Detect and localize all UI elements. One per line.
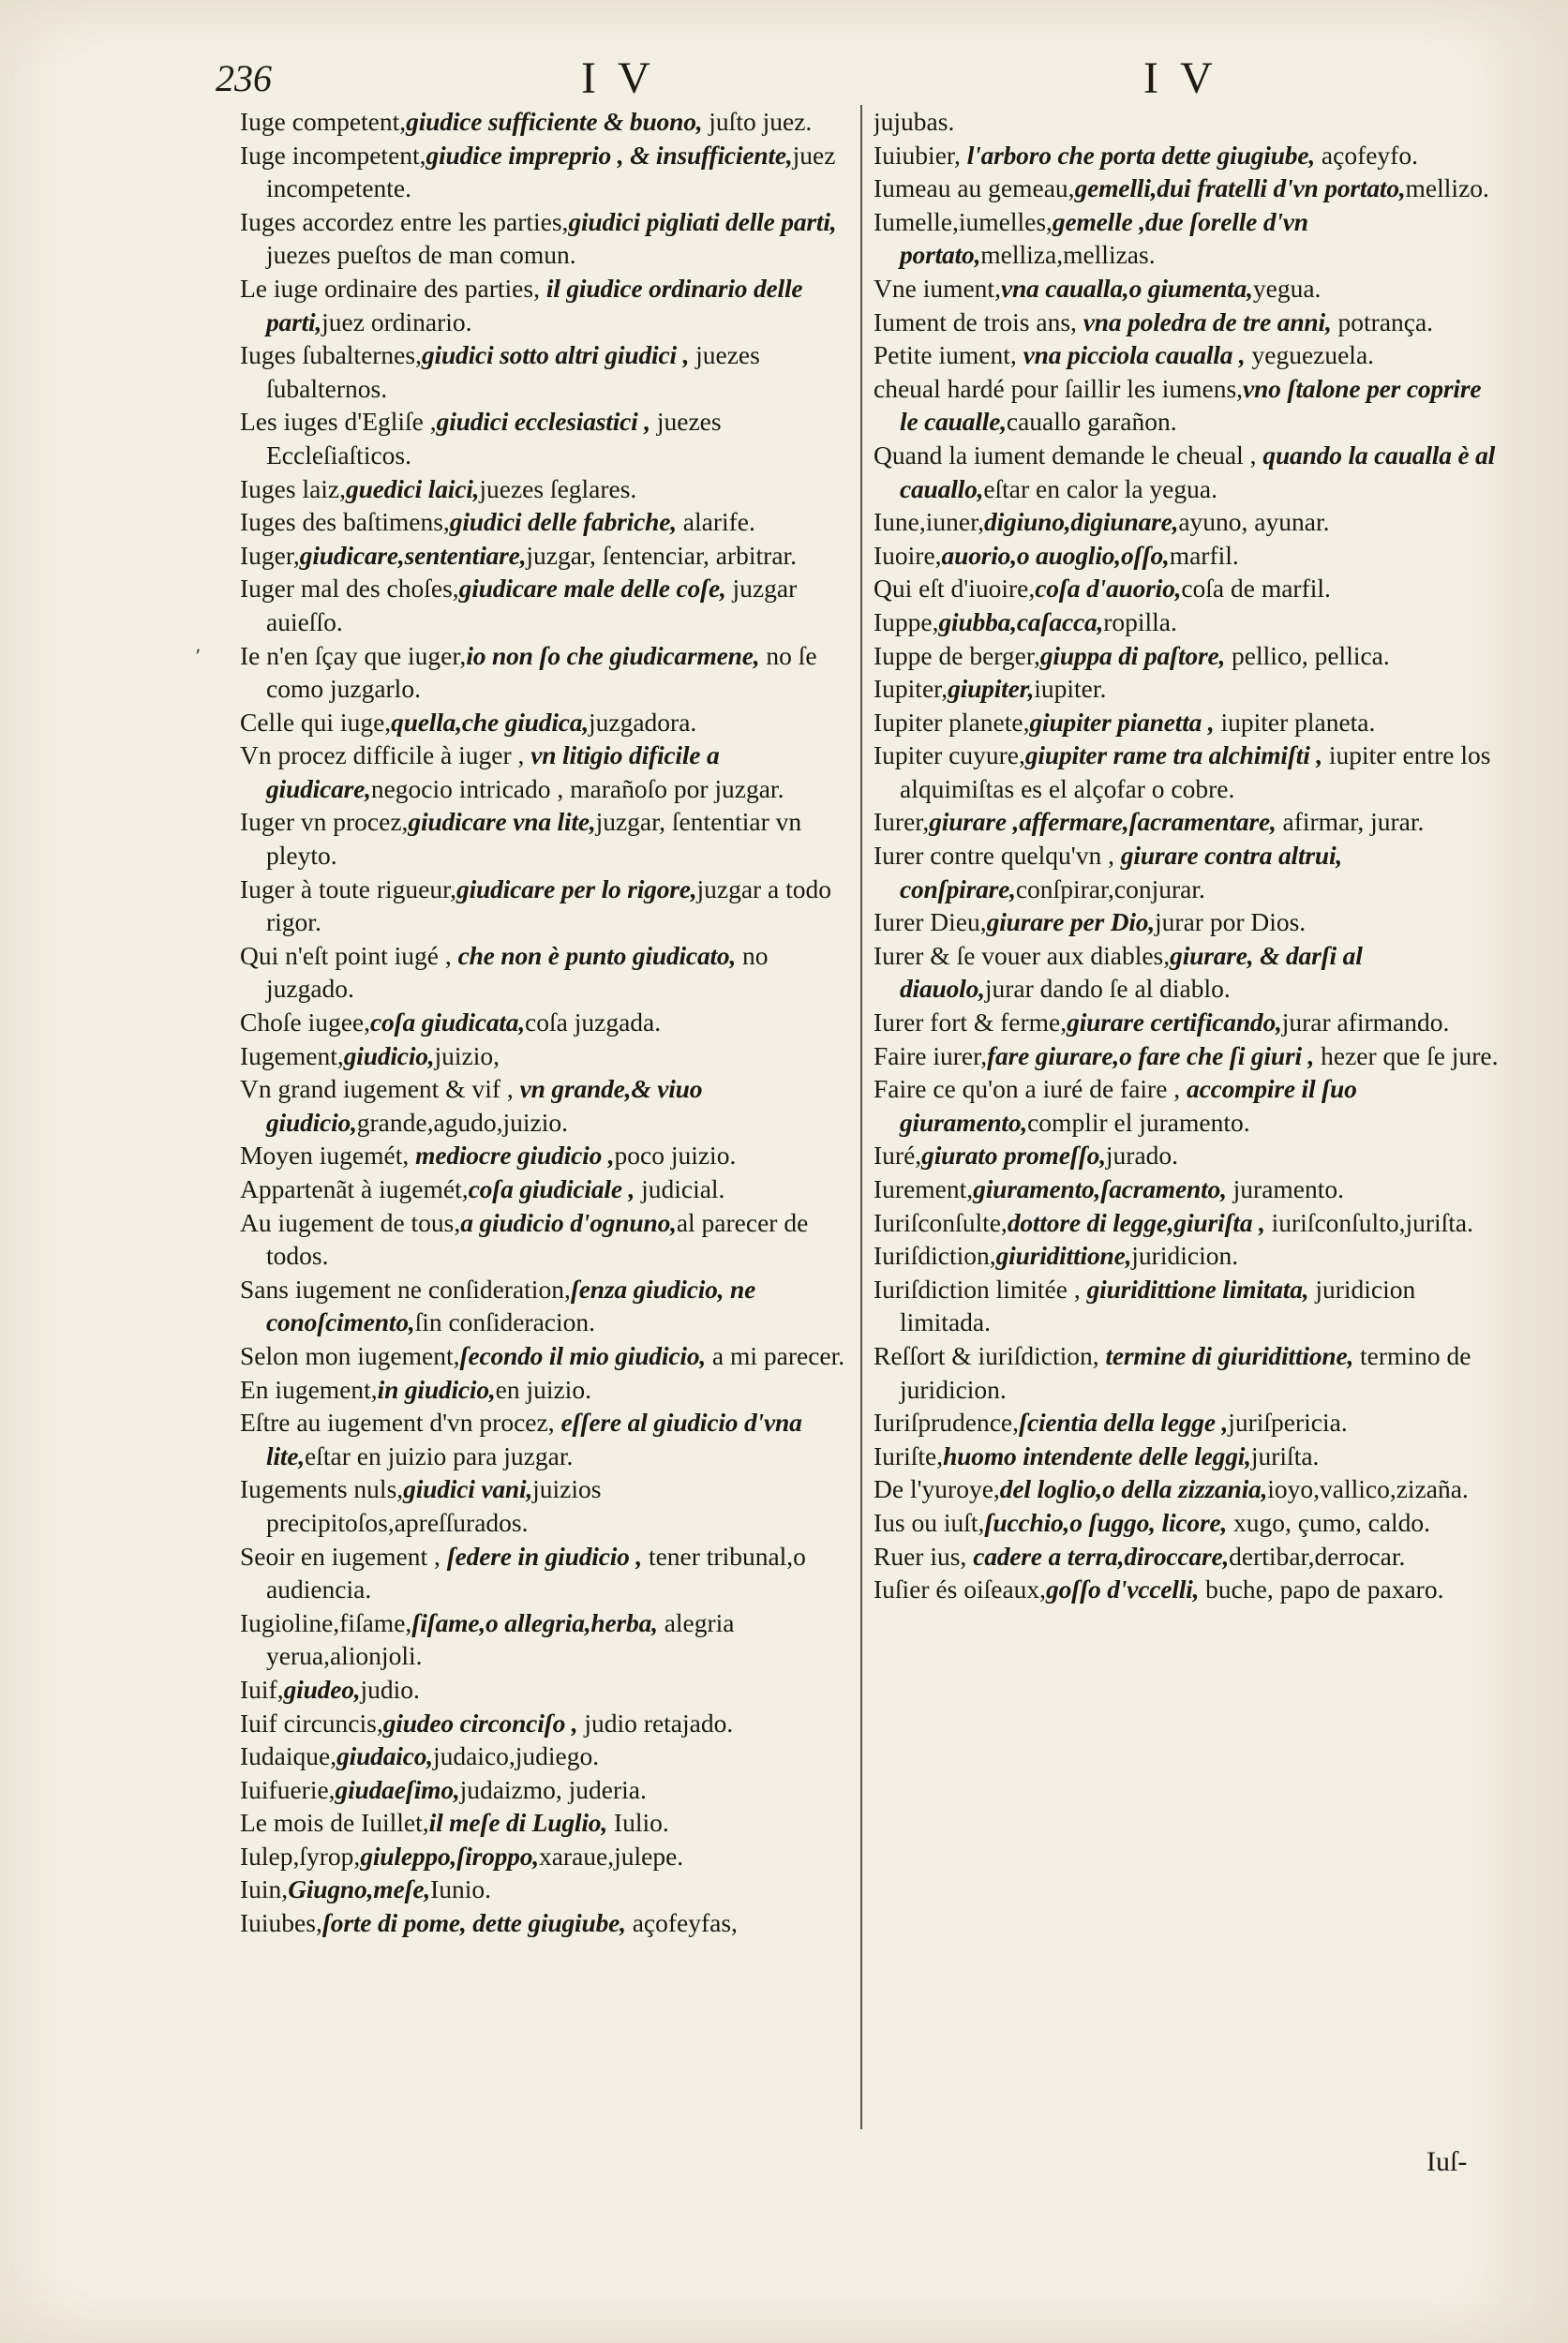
- italian-translation: giudeo circonciſo ,: [382, 1708, 578, 1738]
- spanish-translation: no ſe como juzgarlo.: [266, 640, 817, 704]
- italian-translation: termine di giuridittione,: [1105, 1340, 1354, 1370]
- dictionary-entry: [240, 1739, 849, 1773]
- french-headword: Iurer,: [874, 807, 930, 837]
- dictionary-entry: [240, 205, 849, 272]
- dictionary-entry: [874, 605, 1500, 639]
- spanish-translation: judicial.: [635, 1174, 725, 1203]
- dictionary-entry: [240, 1339, 849, 1373]
- spanish-translation: tener tribunal,o audiencia.: [266, 1541, 806, 1604]
- spanish-translation: no juzgado.: [266, 940, 769, 1004]
- italian-translation: giuridittione limitata,: [1086, 1274, 1309, 1304]
- french-headword: Iuppe de berger,: [874, 640, 1040, 670]
- french-headword: Ie n'en ſçay que iuger,: [240, 640, 467, 670]
- italian-translation: Giugno,meſe,: [288, 1874, 431, 1904]
- spanish-translation: en juizio.: [495, 1374, 591, 1404]
- spanish-translation: juzgadora.: [589, 707, 697, 737]
- french-headword: Au iugement de tous,: [240, 1207, 461, 1237]
- dictionary-entry: [874, 1172, 1500, 1206]
- spanish-translation: juez incompetente.: [266, 140, 836, 203]
- spanish-translation: juzgar auieſſo.: [266, 574, 798, 636]
- french-headword: Iuges accordez entre les parties,: [240, 206, 569, 236]
- italian-translation: fare giurare,o fare che ſi giuri ,: [987, 1040, 1315, 1070]
- italian-translation: giudeo,: [283, 1674, 361, 1704]
- french-headword: Iuifuerie,: [240, 1774, 336, 1804]
- french-headword: Iugement,: [240, 1040, 344, 1070]
- dictionary-entry: [874, 1339, 1500, 1406]
- italian-translation: vna picciola caualla ,: [1023, 340, 1246, 370]
- french-headword: Iurer fort & ferme,: [874, 1007, 1068, 1037]
- dictionary-entry: [240, 338, 849, 405]
- italian-translation: vn grande,& viuo giudicio,: [266, 1074, 703, 1137]
- spanish-translation: iupiter entre los alquimiſtas es el alçofar o cobre.: [900, 740, 1491, 803]
- spanish-translation: yegua.: [1252, 273, 1322, 303]
- italian-translation: cadere a terra,diroccare,: [973, 1541, 1230, 1571]
- french-headword: Petite iument,: [874, 340, 1023, 370]
- spanish-translation: afirmar, jurar.: [1276, 807, 1425, 837]
- spanish-translation: jurado.: [1105, 1141, 1179, 1171]
- spanish-translation: hezer que ſe jure.: [1314, 1040, 1499, 1070]
- spanish-translation: marfil.: [1169, 540, 1239, 570]
- french-headword: Quand la iument demande le cheual ,: [874, 440, 1263, 470]
- italian-translation: giudice impreprio , & insufficiente,: [426, 140, 793, 170]
- dictionary-entry: [874, 1573, 1500, 1606]
- italian-translation: vna caualla,o giumenta,: [1000, 273, 1253, 303]
- spanish-translation: juizios precipitoſos,apreſſurados.: [266, 1474, 602, 1537]
- french-headword: Iuiubier,: [874, 140, 967, 170]
- italian-translation: giudici pigliati delle parti,: [568, 206, 837, 236]
- dictionary-entry: [240, 572, 849, 638]
- running-head-right: I V: [1143, 53, 1218, 103]
- french-headword: Iuge incompetent,: [240, 140, 426, 170]
- french-headword: Vne iument,: [874, 273, 1001, 303]
- dictionary-entry: [874, 439, 1500, 505]
- spanish-translation: poco juizio.: [614, 1141, 737, 1171]
- spanish-translation: jurar afirmando.: [1281, 1007, 1450, 1037]
- dictionary-entry: [240, 472, 849, 506]
- spanish-translation: alegria yerua,alionjoli.: [266, 1607, 735, 1671]
- italian-translation: che non è punto giudicato,: [457, 940, 737, 970]
- spanish-translation: potrança.: [1331, 306, 1434, 336]
- spanish-translation: açofeyfas,: [625, 1908, 738, 1938]
- dictionary-entry: [874, 1540, 1500, 1574]
- french-headword: Iuiubes,: [240, 1908, 322, 1938]
- spanish-translation: juridicion limitada.: [900, 1274, 1416, 1337]
- spanish-translation: complir el juramento.: [1027, 1107, 1250, 1137]
- dictionary-entry: [240, 105, 849, 139]
- italian-translation: guedici laici,: [346, 473, 480, 503]
- dictionary-entry: [240, 272, 849, 338]
- french-headword: Iuriſdiction limitée ,: [874, 1274, 1087, 1304]
- spanish-translation: iupiter planeta.: [1214, 707, 1376, 737]
- french-headword: Iuſier és oiſeaux,: [874, 1574, 1047, 1604]
- french-headword: Iuger,: [240, 540, 300, 570]
- dictionary-entry: [240, 1006, 849, 1039]
- french-headword: Iuges des baſtimens,: [240, 507, 450, 537]
- italian-translation: il giudice ordinario delle parti,: [266, 273, 803, 336]
- dictionary-entry: [240, 1707, 849, 1740]
- french-headword: Sans iugement ne conſideration,: [240, 1274, 571, 1304]
- italian-translation: dottore di legge,giuriſta ,: [1007, 1207, 1265, 1237]
- spanish-translation: juezes ſeglares.: [479, 473, 637, 503]
- column-divider: [860, 105, 862, 2129]
- italian-translation: ſedere in giudicio ,: [446, 1541, 643, 1571]
- italian-translation: giurare, & darſi al diauolo,: [900, 940, 1363, 1004]
- spanish-translation: ſin conſideracion.: [414, 1307, 595, 1337]
- spanish-translation: buche, papo de paxaro.: [1199, 1574, 1444, 1604]
- french-headword: Qui n'eſt point iugé ,: [240, 940, 458, 970]
- french-headword: jujubas.: [874, 107, 955, 136]
- spanish-translation: juezes Eccleſiaſticos.: [266, 407, 722, 470]
- italian-translation: giurare contra altrui, conſpirare,: [900, 841, 1343, 903]
- spanish-translation: juzgar, ſententiar vn pleyto.: [266, 807, 802, 871]
- spanish-translation: juezes ſubalternos.: [266, 340, 760, 403]
- spanish-translation: melliza,mellizas.: [980, 240, 1156, 270]
- dictionary-entry: [240, 805, 849, 872]
- dictionary-entry: [874, 139, 1500, 172]
- french-headword: Vn grand iugement & vif ,: [240, 1074, 520, 1104]
- italian-translation: giurato promeſſo,: [921, 1141, 1106, 1171]
- spanish-translation: eſtar en juizio para juzgar.: [305, 1440, 574, 1470]
- italian-translation: quella,che giudica,: [391, 707, 589, 737]
- italian-translation: ſucchio,o ſuggo, licore,: [984, 1507, 1228, 1537]
- dictionary-entry: [240, 1373, 849, 1407]
- italian-translation: giupiter pianetta ,: [1029, 707, 1215, 737]
- french-headword: Iuré,: [874, 1141, 922, 1171]
- italian-translation: ſcientia della legge ,: [1019, 1408, 1229, 1438]
- italian-translation: goſſo d'vccelli,: [1046, 1574, 1200, 1604]
- dictionary-entry: [240, 539, 849, 573]
- italian-translation: gemelli,dui fratelli d'vn portato,: [1074, 173, 1406, 203]
- italian-translation: auorio,o auoglio,oſſo,: [941, 540, 1170, 570]
- spanish-translation: juizio,: [434, 1040, 500, 1070]
- italian-translation: coſa giudicata,: [370, 1007, 526, 1037]
- dictionary-entry: [874, 1206, 1500, 1240]
- spanish-translation: juriſta.: [1250, 1440, 1320, 1470]
- dictionary-entry: [874, 706, 1500, 739]
- spanish-translation: negocio intricado , marañoſo por juzgar.: [370, 773, 784, 803]
- italian-translation: giupiter rame tra alchimiſti ,: [1024, 740, 1323, 770]
- spanish-translation: eſtar en calor la yegua.: [983, 473, 1217, 503]
- dictionary-entry: [874, 1273, 1500, 1339]
- dictionary-entry: [240, 1273, 849, 1339]
- italian-translation: coſa giudiciale ,: [468, 1174, 635, 1203]
- left-column: [240, 105, 849, 2148]
- spanish-translation: juzgar a todo rigor.: [266, 873, 832, 937]
- dictionary-entry: [874, 272, 1500, 306]
- dictionary-entry: [240, 706, 849, 739]
- italian-translation: quando la caualla è al cauallo,: [900, 440, 1496, 503]
- dictionary-entry: [874, 905, 1500, 939]
- french-headword: Iuges laiz,: [240, 473, 347, 503]
- spanish-translation: grande,agudo,juizio.: [356, 1107, 569, 1137]
- italian-translation: giuleppo,ſiroppo,: [360, 1841, 539, 1871]
- italian-translation: giudici vani,: [403, 1474, 533, 1504]
- dictionary-entry: [874, 839, 1500, 905]
- french-headword: Le mois de Iuillet,: [240, 1808, 429, 1838]
- dictionary-entry: [874, 172, 1500, 205]
- dictionary-entry: [874, 1039, 1500, 1073]
- italian-translation: io non ſo che giudicarmene,: [466, 640, 760, 670]
- french-headword: Iuif circuncis,: [240, 1708, 383, 1738]
- italian-translation: in giudicio,: [377, 1374, 496, 1404]
- dictionary-entry: [874, 338, 1500, 372]
- italian-translation: vna poledra de tre anni,: [1083, 306, 1332, 336]
- french-headword: Reſſort & iuriſdiction,: [874, 1340, 1106, 1370]
- italian-translation: giudaico,: [336, 1741, 433, 1771]
- dictionary-entry: [240, 873, 849, 939]
- dictionary-entry: [240, 1873, 849, 1906]
- margin-mark-icon: ‚: [195, 634, 202, 656]
- spanish-translation: juez ordinario.: [321, 306, 472, 336]
- spanish-translation: yeguezuela.: [1245, 340, 1375, 370]
- dictionary-entry: [240, 1773, 849, 1807]
- spanish-translation: juſto juez.: [702, 107, 813, 136]
- french-headword: Iuppe,: [874, 606, 939, 636]
- italian-translation: giudicare,sententiare,: [299, 540, 527, 570]
- dictionary-entry: [874, 739, 1500, 805]
- spanish-translation: juezes pueſtos de man comun.: [266, 240, 576, 270]
- spanish-translation: açofeyfo.: [1315, 140, 1418, 170]
- dictionary-entry: [240, 1806, 849, 1840]
- dictionary-entry: [240, 1172, 849, 1206]
- italian-translation: a giudicio d'ognuno,: [460, 1207, 677, 1237]
- spanish-translation: a mi parecer.: [706, 1340, 845, 1370]
- french-headword: Seoir en iugement ,: [240, 1541, 447, 1571]
- italian-translation: vn litigio dificile a giudicare,: [266, 740, 720, 803]
- spanish-translation: judio retajado.: [577, 1708, 734, 1738]
- french-headword: Ius ou iuſt,: [874, 1507, 985, 1537]
- dictionary-entry: [874, 205, 1500, 272]
- spanish-translation: judaico,judiego.: [432, 1741, 600, 1771]
- spanish-translation: juzgar, ſentenciar, arbitrar.: [526, 540, 798, 570]
- dictionary-entry: [240, 1540, 849, 1606]
- dictionary-entry: [240, 139, 849, 205]
- french-headword: Iumelle,iumelles,: [874, 206, 1053, 236]
- french-headword: Iurer contre quelqu'vn ,: [874, 841, 1121, 871]
- italian-translation: giudaeſimo,: [335, 1774, 460, 1804]
- dictionary-entry: [874, 306, 1500, 339]
- french-headword: Ruer ius,: [874, 1541, 974, 1571]
- french-headword: Iulep,ſyrop,: [240, 1841, 361, 1871]
- french-headword: Iuriſprudence,: [874, 1408, 1019, 1438]
- french-headword: Qui eſt d'iuoire,: [874, 574, 1036, 604]
- dictionary-entry: [874, 539, 1500, 573]
- italian-translation: digiuno,digiunare,: [984, 507, 1179, 537]
- italian-translation: gemelle ,due ſorelle d'vn portato,: [900, 206, 1308, 270]
- dictionary-entry: [874, 939, 1500, 1006]
- dictionary-entry: [240, 1139, 849, 1172]
- french-headword: Iudaique,: [240, 1741, 337, 1771]
- italian-translation: eſſere al giudicio d'vna lite,: [266, 1408, 802, 1470]
- spanish-translation: ayuno, ayunar.: [1178, 507, 1330, 537]
- dictionary-entry: [240, 1472, 849, 1539]
- spanish-translation: coſa de marfil.: [1181, 574, 1331, 604]
- french-headword: Iupiter planete,: [874, 707, 1030, 737]
- french-headword: Vn procez difficile à iuger ,: [240, 740, 531, 770]
- italian-translation: giuridittione,: [995, 1241, 1132, 1271]
- french-headword: Iuger mal des choſes,: [240, 574, 459, 604]
- spanish-translation: dertibar,derrocar.: [1229, 1541, 1406, 1571]
- dictionary-entry: [240, 405, 849, 471]
- french-headword: Iument de trois ans,: [874, 306, 1083, 336]
- dictionary-entry: [240, 1840, 849, 1873]
- italian-translation: giudice sufficiente & buono,: [406, 107, 703, 136]
- french-headword: Iugioline,fiſame,: [240, 1607, 412, 1637]
- spanish-translation: judaizmo, juderia.: [459, 1774, 647, 1804]
- spanish-translation: jurar dando ſe al diablo.: [984, 974, 1231, 1004]
- french-headword: Iune,iuner,: [874, 507, 985, 537]
- french-headword: Iupiter cuyure,: [874, 740, 1025, 770]
- spanish-translation: conſpirar,conjurar.: [1015, 873, 1205, 903]
- italian-translation: ſorte di pome, dette giugiube,: [321, 1908, 626, 1938]
- spanish-translation: Iunio.: [430, 1874, 492, 1904]
- dictionary-entry: [240, 1606, 849, 1673]
- french-headword: Faire iurer,: [874, 1040, 988, 1070]
- right-column: [874, 105, 1500, 2148]
- dictionary-entry: [874, 1006, 1500, 1039]
- dictionary-entry: [240, 1206, 849, 1273]
- spanish-translation: coſa juzgada.: [525, 1007, 662, 1037]
- spanish-translation: xaraue,julepe.: [538, 1841, 684, 1871]
- french-headword: Iuin,: [240, 1874, 289, 1904]
- spanish-translation: pellico, pellica.: [1225, 640, 1390, 670]
- dictionary-entry: [240, 939, 849, 1006]
- spanish-translation: Iulio.: [607, 1808, 669, 1838]
- dictionary-entry: [874, 1406, 1500, 1440]
- italian-translation: mediocre giudicio ,: [415, 1141, 615, 1171]
- italian-translation: giudici delle fabriche,: [449, 507, 677, 537]
- french-headword: Choſe iugee,: [240, 1007, 370, 1037]
- italian-translation: ſenza giudicio, ne conoſcimento,: [266, 1274, 756, 1337]
- spanish-translation: termino de juridicion.: [900, 1340, 1471, 1404]
- french-headword: cheual hardé pour ſaillir les iumens,: [874, 373, 1244, 403]
- french-headword: Iuger vn procez,: [240, 807, 409, 837]
- spanish-translation: judio.: [360, 1674, 420, 1704]
- french-headword: Appartenãt à iugemét,: [240, 1174, 469, 1203]
- french-headword: Faire ce qu'on a iuré de faire ,: [874, 1074, 1187, 1104]
- italian-translation: giuramento,ſacramento,: [973, 1174, 1227, 1203]
- french-headword: Iupiter,: [874, 674, 948, 704]
- dictionary-entry: [874, 1139, 1500, 1172]
- italian-translation: giudicare vna lite,: [408, 807, 596, 837]
- italian-translation: huomo intendente delle leggi,: [943, 1440, 1251, 1470]
- italian-translation: giudicare male delle coſe,: [458, 574, 726, 604]
- italian-translation: giudici sotto altri giudici ,: [421, 340, 690, 370]
- italian-translation: giuppa di paſtore,: [1039, 640, 1226, 670]
- dictionary-entry: [240, 1039, 849, 1073]
- italian-translation: coſa d'auorio,: [1035, 574, 1182, 604]
- french-headword: Iuger à toute rigueur,: [240, 873, 457, 903]
- spanish-translation: cauallo garañon.: [1006, 407, 1177, 437]
- spanish-translation: jurar por Dios.: [1155, 907, 1307, 937]
- spanish-translation: ioyo,vallico,zizaña.: [1267, 1474, 1469, 1504]
- dictionary-entry: [874, 572, 1500, 605]
- dictionary-entry: [874, 639, 1500, 673]
- french-headword: Iuriſconſulte,: [874, 1207, 1008, 1237]
- french-headword: Iugements nuls,: [240, 1474, 404, 1504]
- french-headword: Iuif,: [240, 1674, 284, 1704]
- italian-translation: del loglio,o della zizzania,: [999, 1474, 1268, 1504]
- french-headword: Iuges ſubalternes,: [240, 340, 422, 370]
- italian-translation: giudicio,: [343, 1040, 435, 1070]
- page-number: 236: [216, 57, 272, 99]
- italian-translation: giubba,caſacca,: [938, 606, 1104, 636]
- dictionary-entry: [874, 505, 1500, 539]
- french-headword: Iurer Dieu,: [874, 907, 987, 937]
- dictionary-entry: [874, 1440, 1500, 1473]
- italian-translation: giurare per Dio,: [986, 907, 1156, 937]
- italian-translation: giudicare per lo rigore,: [456, 873, 697, 903]
- spanish-translation: juriſpericia.: [1228, 1408, 1348, 1438]
- dictionary-entry: [874, 372, 1500, 439]
- french-headword: Iurer & ſe vouer aux diables,: [874, 940, 1171, 970]
- french-headword: Selon mon iugement,: [240, 1340, 460, 1370]
- catchword: Iuſ-: [1426, 2146, 1468, 2177]
- dictionary-entry: [874, 1239, 1500, 1273]
- dictionary-entry: [874, 1506, 1500, 1540]
- italian-translation: giudici ecclesiastici ,: [436, 407, 650, 437]
- spanish-translation: iuriſconſulto,juriſta.: [1264, 1207, 1474, 1237]
- french-headword: Iuoire,: [874, 540, 942, 570]
- french-headword: De l'yuroye,: [874, 1474, 1000, 1504]
- italian-translation: vno ſtalone per coprire le caualle,: [900, 373, 1482, 437]
- french-headword: Le iuge ordinaire des parties,: [240, 273, 546, 303]
- spanish-translation: ropilla.: [1103, 606, 1177, 636]
- italian-translation: ſecondo il mio giudicio,: [459, 1340, 707, 1370]
- dictionary-entry: [240, 1406, 849, 1472]
- french-headword: Iuriſdiction,: [874, 1241, 996, 1271]
- french-headword: Iuriſte,: [874, 1440, 944, 1470]
- running-head-left: I V: [581, 53, 656, 103]
- spanish-translation: juridicion.: [1131, 1241, 1239, 1271]
- spanish-translation: mellizo.: [1405, 173, 1489, 203]
- dictionary-entry: [240, 639, 849, 706]
- spanish-translation: iupiter.: [1034, 674, 1107, 704]
- french-headword: Eſtre au iugement d'vn procez,: [240, 1408, 561, 1438]
- french-headword: Celle qui iuge,: [240, 707, 392, 737]
- dictionary-entry: [240, 1072, 849, 1139]
- dictionary-entry: [874, 105, 1500, 139]
- french-headword: Moyen iugemét,: [240, 1141, 416, 1171]
- italian-translation: il meſe di Luglio,: [428, 1808, 608, 1838]
- french-headword: Les iuges d'Egliſe ,: [240, 407, 437, 437]
- dictionary-entry: [874, 805, 1500, 839]
- spanish-translation: juramento.: [1226, 1174, 1345, 1203]
- italian-translation: giurare ,affermare,ſacramentare,: [929, 807, 1277, 837]
- italian-translation: accompire il ſuo giuramento,: [900, 1074, 1357, 1137]
- dictionary-entry: [874, 1472, 1500, 1506]
- dictionary-entry: [240, 739, 849, 805]
- french-headword: Iuge competent,: [240, 107, 407, 136]
- spanish-translation: xugo, çumo, caldo.: [1227, 1507, 1431, 1537]
- italian-translation: giurare certificando,: [1067, 1007, 1282, 1037]
- french-headword: En iugement,: [240, 1374, 378, 1404]
- page-header: [0, 53, 1568, 112]
- italian-translation: giupiter,: [948, 674, 1035, 704]
- spanish-translation: alarife.: [676, 507, 755, 537]
- spanish-translation: al parecer de todos.: [266, 1207, 809, 1271]
- dictionary-entry: [240, 1906, 849, 1940]
- italian-translation: ſiſame,o allegria,herba,: [411, 1607, 658, 1637]
- italian-translation: l'arboro che porta dette giugiube,: [966, 140, 1316, 170]
- french-headword: Iurement,: [874, 1174, 974, 1203]
- dictionary-entry: [240, 1673, 849, 1707]
- dictionary-entry: [240, 505, 849, 539]
- dictionary-entry: [874, 672, 1500, 706]
- french-headword: Iumeau au gemeau,: [874, 173, 1075, 203]
- dictionary-entry: [874, 1072, 1500, 1139]
